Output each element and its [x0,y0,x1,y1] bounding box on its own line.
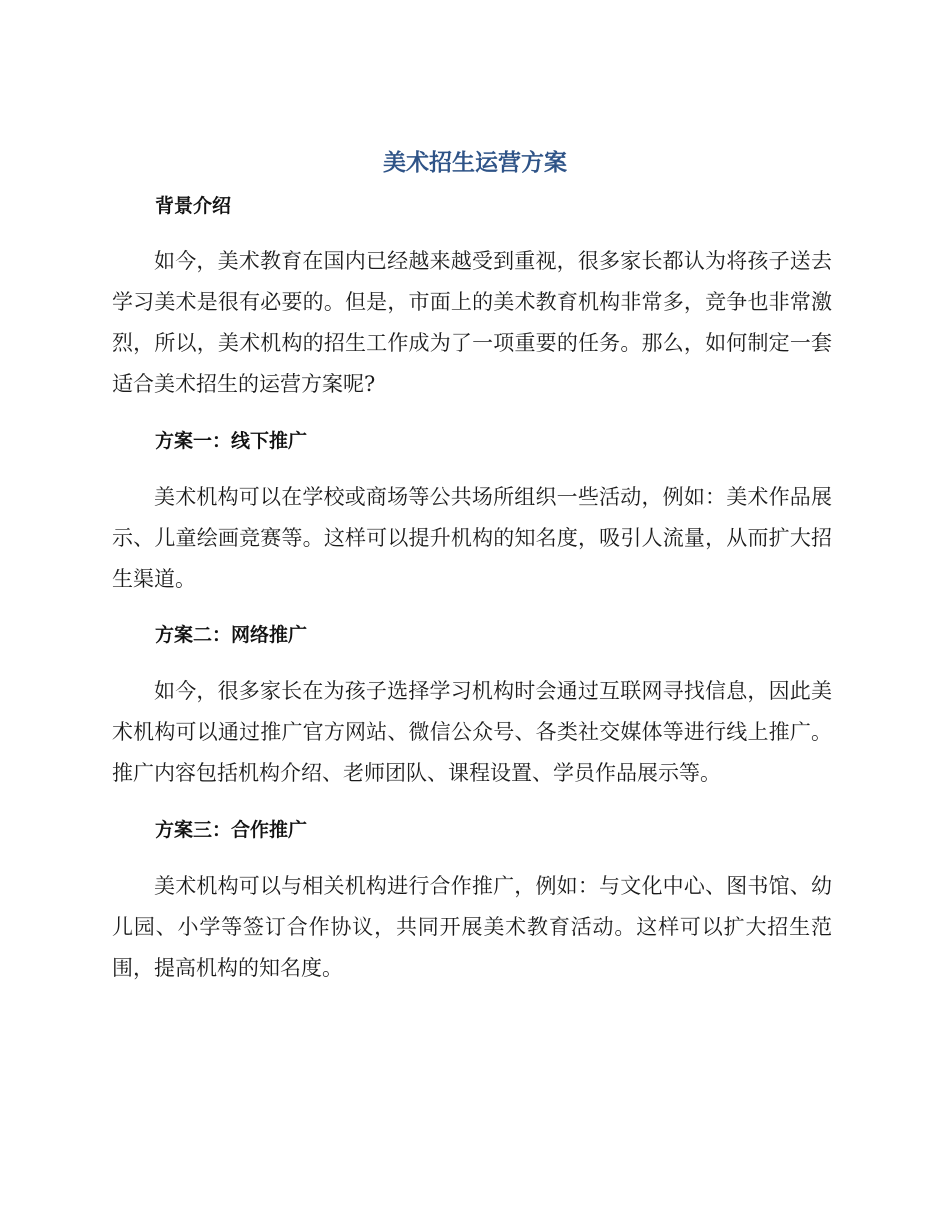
section-body-online: 如今，很多家长在为孩子选择学习机构时会通过互联网寻找信息，因此美术机构可以通过推广官方网站、微信公众号、各类社交媒体等进行线上推广。推广内容包括机构介绍、老师团队、课程设置、学员作品展示等。 [112,679,832,785]
section-body-background: 如今，美术教育在国内已经越来越受到重视，很多家长都认为将孩子送去学习美术是很有必要的。但是，市面上的美术教育机构非常多，竞争也非常激烈，所以，美术机构的招生工作成为了一项重要的任务。那么，如何制定一套适合美术招生的运营方案呢? [112,249,832,396]
section-heading-offline: 方案一：线下推广 [155,430,308,452]
section-body-offline: 美术机构可以在学校或商场等公共场所组织一些活动，例如：美术作品展示、儿童绘画竞赛等。这样可以提升机构的知名度，吸引人流量，从而扩大招生渠道。 [112,485,832,591]
document-title: 美术招生运营方案 [383,150,567,176]
section-heading-background: 背景介绍 [155,195,232,217]
section-heading-online: 方案二：网络推广 [155,624,308,646]
section-body-partnership: 美术机构可以与相关机构进行合作推广，例如：与文化中心、图书馆、幼儿园、小学等签订合作协议，共同开展美术教育活动。这样可以扩大招生范围，提高机构的知名度。 [112,874,832,980]
section-heading-partnership: 方案三：合作推广 [155,819,308,841]
